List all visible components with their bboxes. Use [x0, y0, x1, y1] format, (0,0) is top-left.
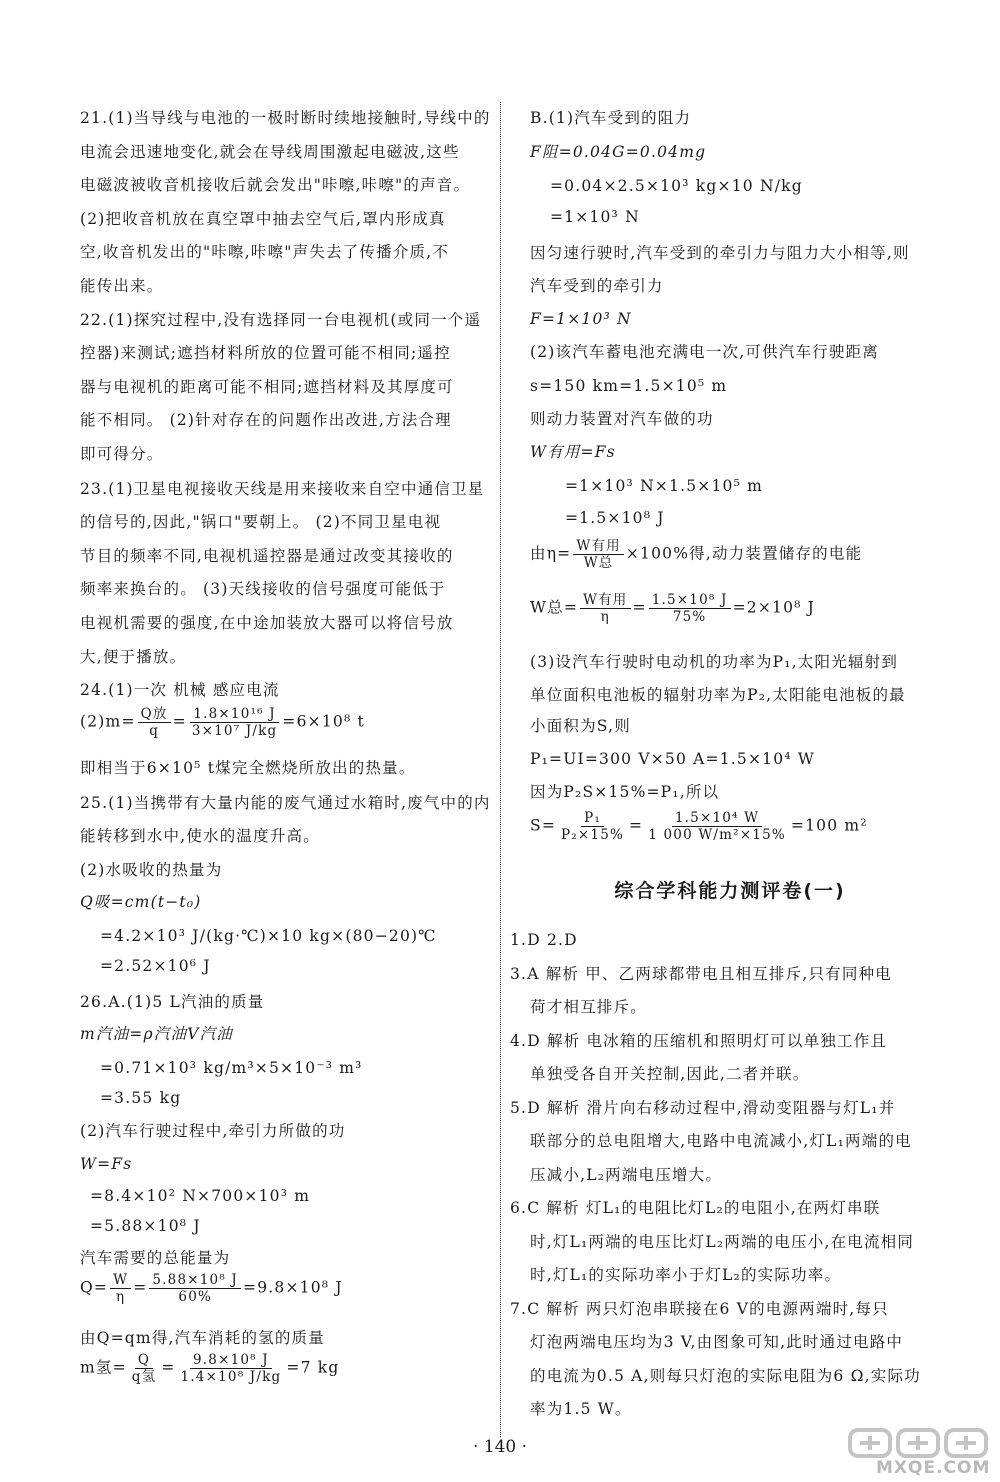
- text-line: s=150 km=1.5×10⁵ m: [530, 377, 728, 395]
- text-line: =1×10³ N: [550, 208, 640, 226]
- text-line: 电磁波被收音机接收后就会发出"咔嚓,咔嚓"的声音。: [80, 176, 471, 194]
- text-line: (2)水吸收的热量为: [80, 861, 223, 879]
- formula-q: Q= $\frac{W}{\eta}$ = $\frac{\text{5.88×10⁸ J}}{60\%}$ =9.8×10⁸ J: [80, 1272, 343, 1305]
- text-line: 单位面积电池板的辐射功率为P₂,太阳能电池板的最: [530, 686, 906, 704]
- text-line: 22.(1)探究过程中,没有选择同一台电视机(或同一个遥: [80, 311, 482, 329]
- answer-line: 荷才相互排斥。: [530, 998, 647, 1016]
- text-line: =0.04×2.5×10³ kg×10 N/kg: [550, 177, 803, 195]
- text-line: (2)把收音机放在真空罩中抽去空气后,罩内形成真: [80, 210, 446, 228]
- text-line: m汽油=ρ汽油V汽油: [80, 1025, 233, 1043]
- text-line: 器与电视机的距离可能不相同;遮挡材料及其厚度可: [80, 378, 454, 396]
- text-line: 即相当于6×10⁵ t煤完全燃烧所放出的热量。: [80, 759, 416, 777]
- answer-line: 压减小,L₂两端电压增大。: [530, 1166, 723, 1184]
- text-line: 26.A.(1)5 L汽油的质量: [80, 993, 265, 1011]
- formula-area: S= $\frac{\text{P₁}}{\text{P₂×15\%}}$ = $\frac{\text{1.5×10⁴ W}}{\text{1 000 W/m²×15\%}}$ =100 m²: [530, 810, 868, 843]
- answer-line: 时,灯L₁的实际功率小于灯L₂的实际功率。: [530, 1266, 842, 1284]
- text-line: 能转移到水中,使水的温度升高。: [80, 827, 320, 845]
- answer-line: 1.D 2.D: [510, 931, 578, 949]
- text-line: W有用=Fs: [530, 443, 616, 461]
- answer-line: 率为1.5 W。: [530, 1400, 632, 1418]
- text-line: =0.71×10³ kg/m³×5×10⁻³ m³: [100, 1059, 363, 1077]
- text-line: 小面积为S,则: [530, 717, 631, 735]
- text-line: 21.(1)当导线与电池的一极时断时续地接触时,导线中的: [80, 109, 491, 127]
- answer-line: 3.A 解析 甲、乙两球都带电且相互排斥,只有同种电: [510, 965, 892, 983]
- text-line: =8.4×10² N×700×10³ m: [90, 1187, 311, 1205]
- text-line: F=1×10³ N: [530, 310, 632, 328]
- text-line: 因匀速行驶时,汽车受到的牵引力与阻力大小相等,则: [530, 244, 910, 262]
- answer-line: 时,灯L₁两端的电压比灯L₂两端的电压小,在电流相同: [530, 1233, 915, 1251]
- text-line: (2)该汽车蓄电池充满电一次,可供汽车行驶距离: [530, 343, 879, 361]
- text-line: =4.2×10³ J/(kg·℃)×10 kg×(80−20)℃: [100, 927, 437, 945]
- text-line: 能传出来。: [80, 277, 164, 295]
- text-line: (3)设汽车行驶时电动机的功率为P₁,太阳光辐射到: [530, 653, 899, 671]
- answer-line: 灯泡两端电压均为3 V,由图象可知,此时通过电路中: [530, 1333, 904, 1351]
- text-line: =5.88×10⁸ J: [90, 1217, 201, 1235]
- formula-eta: 由η= $\frac{\text{W有用}}{\text{W总}}$ ×100%得,动力装置储存的电能: [530, 538, 863, 571]
- column-divider: [500, 102, 501, 1437]
- text-line: 25.(1)当携带有大量内能的废气通过水箱时,废气中的内: [80, 794, 491, 812]
- text-line: Q吸=cm(t−t₀): [80, 893, 202, 911]
- section-title: 综合学科能力测评卷(一): [614, 880, 846, 902]
- text-line: P₁=UI=300 V×50 A=1.5×10⁴ W: [530, 750, 815, 768]
- answer-line: 单独受各自开关控制,因此,二者并联。: [530, 1065, 810, 1083]
- formula-w-total: W总= $\frac{\text{W有用}}{\eta}$ = $\frac{\text{1.5×10⁸ J}}{75\%}$ =2×10⁸ J: [530, 592, 816, 625]
- text-line: W=Fs: [80, 1155, 133, 1173]
- text-line: F阻=0.04G=0.04mg: [530, 143, 707, 161]
- answer-line: 联部分的总电阻增大,电路中电流减小,灯L₁两端的电: [530, 1132, 912, 1150]
- text-line: =2.52×10⁶ J: [100, 957, 211, 975]
- text-line: 因为P₂S×15%=P₁,所以: [530, 783, 720, 801]
- formula-m: (2)m= $\frac{\text{Q放}}{q}$ = $\frac{\text{1.8×10¹⁶ J}}{\text{3×10⁷ J/kg}}$ =6×10⁸ t: [80, 706, 365, 739]
- text-line: 节目的频率不同,电视机遥控器是通过改变其接收的: [80, 547, 454, 565]
- text-line: 汽车受到的牵引力: [530, 277, 664, 295]
- text-line: =1×10³ N×1.5×10⁵ m: [565, 477, 764, 495]
- text-line: 频率来换台的。 (3)天线接收的信号强度可能低于: [80, 580, 446, 598]
- answer-line: 4.D 解析 电冰箱的压缩机和照明灯可以单独工作且: [510, 1032, 888, 1050]
- text-line: 汽车需要的总能量为: [80, 1249, 231, 1267]
- text-line: 空,收音机发出的"咔嚓,咔嚓"声失去了传播介质,不: [80, 243, 450, 261]
- text-line: 大,便于播放。: [80, 648, 187, 666]
- text-line: 能不相同。 (2)针对存在的问题作出改进,方法合理: [80, 411, 452, 429]
- answer-line: 6.C 解析 灯L₁的电阻比灯L₂的电阻小,在两灯串联: [510, 1199, 881, 1217]
- text-line: 电流会迅速地变化,就会在导线周围激起电磁波,这些: [80, 143, 460, 161]
- text-line: =1.5×10⁸ J: [565, 509, 665, 527]
- page-number: · 140 ·: [472, 1437, 528, 1457]
- answer-line: 7.C 解析 两只灯泡串联接在6 V的电源两端时,每只: [510, 1300, 889, 1318]
- answer-line: 5.D 解析 滑片向右移动过程中,滑动变阻器与灯L₁并: [510, 1099, 896, 1117]
- text-line: B.(1)汽车受到的阻力: [530, 109, 692, 127]
- text-line: =3.55 kg: [100, 1089, 182, 1107]
- answer-line: 的电流为0.5 A,则每只灯泡的实际电阻为6 Ω,实际功: [530, 1367, 921, 1385]
- formula-m-hydrogen: m氢= $\frac{Q}{\text{q氢}}$ = $\frac{\text{9.8×10⁸ J}}{\text{1.4×10⁸ J/kg}}$ =7 kg: [80, 1352, 340, 1385]
- text-line: 电视机需要的强度,在中途加装放大器可以将信号放: [80, 614, 454, 632]
- text-line: 即可得分。: [80, 445, 164, 463]
- text-line: 的信号的,因此,"锅口"要朝上。 (2)不同卫星电视: [80, 513, 442, 531]
- text-line: 24.(1)一次 机械 感应电流: [80, 681, 280, 699]
- text-line: 由Q=qm得,汽车消耗的氢的质量: [80, 1329, 325, 1347]
- text-line: 控器)来测试;遮挡材料所放的位置可能不相同;遥控: [80, 344, 451, 362]
- watermark-text: MXQE.COM: [876, 1458, 991, 1478]
- text-line: 23.(1)卫星电视接收天线是用来接收来自空中通信卫星: [80, 480, 485, 498]
- text-line: (2)汽车行驶过程中,牵引力所做的功: [80, 1122, 346, 1140]
- text-line: 则动力装置对汽车做的功: [530, 410, 714, 428]
